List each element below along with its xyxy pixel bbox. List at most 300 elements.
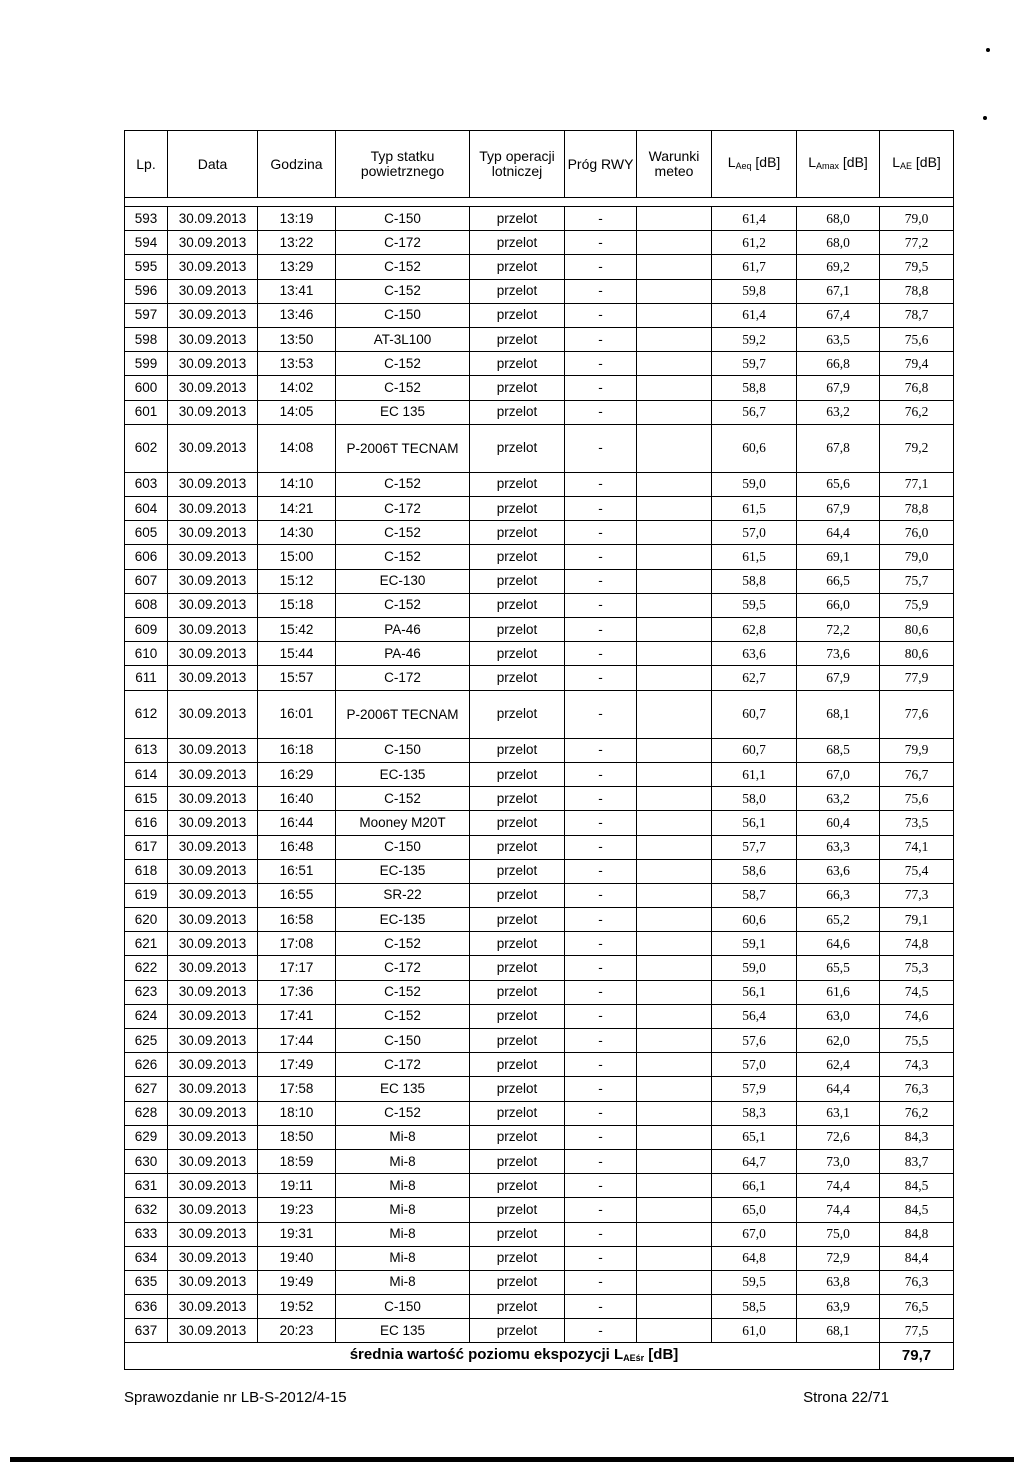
cell-godzina: 18:50 [258, 1125, 336, 1149]
cell-typ-statku: Mi-8 [336, 1270, 470, 1294]
cell-lp: 598 [125, 327, 168, 351]
cell-godzina: 14:05 [258, 400, 336, 424]
cell-typ-statku: C-150 [336, 303, 470, 327]
cell-laeq: 58,7 [712, 883, 797, 907]
cell-typ-operacji: przelot [470, 1270, 565, 1294]
table-row [125, 1004, 954, 1028]
cell-warunki-meteo [637, 521, 712, 545]
cell-warunki-meteo [637, 980, 712, 1004]
cell-warunki-meteo [637, 424, 712, 472]
table-row [125, 787, 954, 811]
cell-typ-statku: C-152 [336, 932, 470, 956]
table-row [125, 883, 954, 907]
cell-lae: 79,0 [880, 207, 954, 231]
cell-lae: 75,4 [880, 859, 954, 883]
cell-warunki-meteo [637, 1101, 712, 1125]
cell-typ-operacji: przelot [470, 1222, 565, 1246]
cell-lamax: 62,0 [797, 1029, 880, 1053]
cell-warunki-meteo [637, 1053, 712, 1077]
cell-warunki-meteo [637, 1246, 712, 1270]
cell-lae: 77,5 [880, 1319, 954, 1343]
cell-godzina: 15:42 [258, 618, 336, 642]
cell-laeq: 57,9 [712, 1077, 797, 1101]
cell-lp: 635 [125, 1270, 168, 1294]
cell-lp: 601 [125, 400, 168, 424]
cell-prog-rwy: - [565, 1125, 637, 1149]
cell-godzina: 16:18 [258, 738, 336, 762]
cell-lp: 605 [125, 521, 168, 545]
cell-prog-rwy: - [565, 811, 637, 835]
cell-godzina: 13:29 [258, 255, 336, 279]
cell-lamax: 64,6 [797, 932, 880, 956]
cell-lp: 606 [125, 545, 168, 569]
cell-lae: 79,2 [880, 424, 954, 472]
cell-data: 30.09.2013 [168, 279, 258, 303]
cell-lamax: 67,4 [797, 303, 880, 327]
cell-prog-rwy: - [565, 859, 637, 883]
laeq-symbol: L [727, 153, 736, 170]
cell-warunki-meteo [637, 352, 712, 376]
cell-godzina: 16:44 [258, 811, 336, 835]
col-header-lae [880, 131, 954, 198]
cell-prog-rwy: - [565, 666, 637, 690]
cell-godzina: 17:44 [258, 1029, 336, 1053]
cell-laeq: 58,5 [712, 1295, 797, 1319]
cell-lp: 603 [125, 472, 168, 496]
cell-prog-rwy: - [565, 545, 637, 569]
cell-laeq: 60,7 [712, 738, 797, 762]
cell-data: 30.09.2013 [168, 400, 258, 424]
cell-warunki-meteo [637, 327, 712, 351]
cell-warunki-meteo [637, 255, 712, 279]
cell-data: 30.09.2013 [168, 376, 258, 400]
cell-typ-operacji: przelot [470, 352, 565, 376]
cell-typ-statku: C-152 [336, 980, 470, 1004]
cell-laeq: 58,0 [712, 787, 797, 811]
cell-lae: 79,0 [880, 545, 954, 569]
cell-typ-operacji: przelot [470, 1295, 565, 1319]
cell-lamax: 64,4 [797, 1077, 880, 1101]
cell-lp: 618 [125, 859, 168, 883]
cell-lae: 79,4 [880, 352, 954, 376]
cell-godzina: 14:21 [258, 497, 336, 521]
cell-typ-operacji: przelot [470, 618, 565, 642]
cell-typ-statku: C-150 [336, 835, 470, 859]
cell-lae: 80,6 [880, 642, 954, 666]
cell-typ-operacji: przelot [470, 1319, 565, 1343]
cell-lae: 76,8 [880, 376, 954, 400]
cell-lp: 612 [125, 690, 168, 738]
cell-lae: 79,5 [880, 255, 954, 279]
cell-laeq: 61,7 [712, 255, 797, 279]
cell-laeq: 58,8 [712, 376, 797, 400]
cell-typ-statku: C-152 [336, 787, 470, 811]
cell-warunki-meteo [637, 1029, 712, 1053]
cell-lamax: 66,0 [797, 593, 880, 617]
cell-laeq: 64,8 [712, 1246, 797, 1270]
cell-warunki-meteo [637, 787, 712, 811]
cell-prog-rwy: - [565, 593, 637, 617]
cell-typ-statku: P-2006T TECNAM [336, 424, 470, 472]
cell-lp: 593 [125, 207, 168, 231]
cell-typ-operacji: przelot [470, 932, 565, 956]
cell-warunki-meteo [637, 231, 712, 255]
cell-laeq: 60,7 [712, 690, 797, 738]
cell-prog-rwy: - [565, 835, 637, 859]
lae-unit: [dB] [912, 153, 941, 170]
cell-lp: 610 [125, 642, 168, 666]
table-row [125, 327, 954, 351]
cell-godzina: 14:02 [258, 376, 336, 400]
cell-prog-rwy: - [565, 1077, 637, 1101]
cell-typ-operacji: przelot [470, 1101, 565, 1125]
cell-typ-statku: EC-135 [336, 762, 470, 786]
cell-data: 30.09.2013 [168, 1077, 258, 1101]
cell-lp: 621 [125, 932, 168, 956]
cell-prog-rwy: - [565, 1270, 637, 1294]
lae-symbol: L [892, 153, 900, 170]
cell-godzina: 13:46 [258, 303, 336, 327]
cell-data: 30.09.2013 [168, 956, 258, 980]
cell-laeq: 64,7 [712, 1149, 797, 1173]
cell-typ-operacji: przelot [470, 1004, 565, 1028]
cell-lamax: 60,4 [797, 811, 880, 835]
cell-lae: 78,8 [880, 497, 954, 521]
cell-lae: 78,8 [880, 279, 954, 303]
cell-godzina: 13:50 [258, 327, 336, 351]
cell-lae: 73,5 [880, 811, 954, 835]
cell-prog-rwy: - [565, 472, 637, 496]
cell-laeq: 57,7 [712, 835, 797, 859]
cell-lp: 608 [125, 593, 168, 617]
cell-godzina: 19:11 [258, 1174, 336, 1198]
cell-data: 30.09.2013 [168, 787, 258, 811]
cell-typ-operacji: przelot [470, 762, 565, 786]
cell-data: 30.09.2013 [168, 932, 258, 956]
summary-label-unit: [dB] [644, 1345, 679, 1363]
cell-data: 30.09.2013 [168, 1174, 258, 1198]
cell-typ-statku: EC 135 [336, 1077, 470, 1101]
cell-lp: 625 [125, 1029, 168, 1053]
cell-laeq: 61,2 [712, 231, 797, 255]
cell-typ-statku: PA-46 [336, 642, 470, 666]
cell-typ-statku: C-152 [336, 521, 470, 545]
cell-data: 30.09.2013 [168, 1319, 258, 1343]
cell-lp: 615 [125, 787, 168, 811]
table-row [125, 1222, 954, 1246]
cell-laeq: 59,8 [712, 279, 797, 303]
cell-lp: 628 [125, 1101, 168, 1125]
cell-typ-operacji: przelot [470, 521, 565, 545]
cell-prog-rwy: - [565, 1198, 637, 1222]
cell-data: 30.09.2013 [168, 859, 258, 883]
cell-lamax: 63,5 [797, 327, 880, 351]
cell-prog-rwy: - [565, 908, 637, 932]
cell-lamax: 63,6 [797, 859, 880, 883]
lamax-unit: [dB] [839, 153, 868, 170]
cell-lae: 77,2 [880, 231, 954, 255]
cell-typ-statku: C-152 [336, 376, 470, 400]
cell-data: 30.09.2013 [168, 207, 258, 231]
cell-lae: 74,3 [880, 1053, 954, 1077]
cell-lae: 74,1 [880, 835, 954, 859]
cell-warunki-meteo [637, 835, 712, 859]
cell-warunki-meteo [637, 207, 712, 231]
cell-lamax: 63,9 [797, 1295, 880, 1319]
table-row [125, 1029, 954, 1053]
cell-godzina: 19:31 [258, 1222, 336, 1246]
cell-lae: 78,7 [880, 303, 954, 327]
cell-prog-rwy: - [565, 1004, 637, 1028]
cell-lae: 80,6 [880, 618, 954, 642]
cell-typ-operacji: przelot [470, 1053, 565, 1077]
cell-data: 30.09.2013 [168, 255, 258, 279]
cell-laeq: 61,4 [712, 207, 797, 231]
cell-lae: 74,6 [880, 1004, 954, 1028]
table-header-row [125, 131, 954, 198]
report-number: Sprawozdanie nr LB-S-2012/4-15 [124, 1389, 347, 1406]
cell-data: 30.09.2013 [168, 1270, 258, 1294]
cell-prog-rwy: - [565, 1053, 637, 1077]
cell-lp: 630 [125, 1149, 168, 1173]
scan-speck [986, 48, 990, 52]
cell-typ-operacji: przelot [470, 327, 565, 351]
measurement-table-container [124, 130, 953, 1370]
cell-typ-statku: C-150 [336, 1029, 470, 1053]
cell-lp: 624 [125, 1004, 168, 1028]
summary-value: 79,7 [880, 1343, 954, 1370]
table-row [125, 835, 954, 859]
cell-data: 30.09.2013 [168, 424, 258, 472]
cell-data: 30.09.2013 [168, 1053, 258, 1077]
cell-data: 30.09.2013 [168, 642, 258, 666]
cell-godzina: 17:49 [258, 1053, 336, 1077]
cell-data: 30.09.2013 [168, 497, 258, 521]
cell-prog-rwy: - [565, 642, 637, 666]
cell-data: 30.09.2013 [168, 980, 258, 1004]
table-row [125, 545, 954, 569]
cell-prog-rwy: - [565, 352, 637, 376]
cell-godzina: 16:29 [258, 762, 336, 786]
cell-lae: 74,8 [880, 932, 954, 956]
cell-lamax: 68,1 [797, 1319, 880, 1343]
cell-laeq: 59,5 [712, 1270, 797, 1294]
cell-warunki-meteo [637, 666, 712, 690]
cell-prog-rwy: - [565, 1295, 637, 1319]
cell-lamax: 63,1 [797, 1101, 880, 1125]
cell-prog-rwy: - [565, 738, 637, 762]
cell-godzina: 13:22 [258, 231, 336, 255]
cell-warunki-meteo [637, 1174, 712, 1198]
cell-typ-statku: Mi-8 [336, 1149, 470, 1173]
cell-data: 30.09.2013 [168, 762, 258, 786]
cell-godzina: 19:52 [258, 1295, 336, 1319]
table-row [125, 400, 954, 424]
cell-typ-operacji: przelot [470, 956, 565, 980]
cell-lae: 76,0 [880, 521, 954, 545]
cell-lamax: 73,6 [797, 642, 880, 666]
cell-prog-rwy: - [565, 521, 637, 545]
cell-typ-statku: C-150 [336, 207, 470, 231]
cell-godzina: 13:41 [258, 279, 336, 303]
cell-lp: 595 [125, 255, 168, 279]
cell-lp: 629 [125, 1125, 168, 1149]
laeq-subscript: Aeq [735, 160, 752, 171]
cell-lamax: 67,8 [797, 424, 880, 472]
cell-lp: 613 [125, 738, 168, 762]
cell-godzina: 20:23 [258, 1319, 336, 1343]
col-header-prog-rwy: Próg RWY [565, 131, 637, 198]
cell-godzina: 17:08 [258, 932, 336, 956]
table-row [125, 569, 954, 593]
cell-lp: 634 [125, 1246, 168, 1270]
cell-prog-rwy: - [565, 1174, 637, 1198]
cell-lamax: 63,2 [797, 400, 880, 424]
cell-warunki-meteo [637, 472, 712, 496]
table-row [125, 1149, 954, 1173]
cell-warunki-meteo [637, 642, 712, 666]
cell-lae: 75,5 [880, 1029, 954, 1053]
cell-lp: 607 [125, 569, 168, 593]
cell-typ-operacji: przelot [470, 811, 565, 835]
cell-lae: 84,8 [880, 1222, 954, 1246]
cell-lae: 83,7 [880, 1149, 954, 1173]
cell-lp: 620 [125, 908, 168, 932]
cell-lp: 623 [125, 980, 168, 1004]
cell-warunki-meteo [637, 859, 712, 883]
cell-typ-operacji: przelot [470, 642, 565, 666]
cell-godzina: 16:01 [258, 690, 336, 738]
cell-lamax: 68,0 [797, 231, 880, 255]
cell-typ-statku: EC-130 [336, 569, 470, 593]
cell-typ-statku: C-152 [336, 472, 470, 496]
table-row [125, 207, 954, 231]
cell-data: 30.09.2013 [168, 231, 258, 255]
table-row [125, 618, 954, 642]
cell-lae: 77,6 [880, 690, 954, 738]
cell-data: 30.09.2013 [168, 472, 258, 496]
cell-data: 30.09.2013 [168, 1029, 258, 1053]
cell-laeq: 59,0 [712, 956, 797, 980]
cell-prog-rwy: - [565, 1149, 637, 1173]
cell-lp: 616 [125, 811, 168, 835]
cell-typ-statku: Mooney M20T [336, 811, 470, 835]
cell-laeq: 58,6 [712, 859, 797, 883]
table-row [125, 1270, 954, 1294]
cell-typ-statku: PA-46 [336, 618, 470, 642]
table-row [125, 1077, 954, 1101]
cell-warunki-meteo [637, 1319, 712, 1343]
cell-lp: 597 [125, 303, 168, 327]
cell-lae: 75,9 [880, 593, 954, 617]
page-footer [124, 1389, 889, 1406]
cell-lamax: 67,0 [797, 762, 880, 786]
cell-godzina: 19:40 [258, 1246, 336, 1270]
table-row [125, 303, 954, 327]
cell-godzina: 14:10 [258, 472, 336, 496]
cell-lae: 76,5 [880, 1295, 954, 1319]
cell-typ-statku: Mi-8 [336, 1222, 470, 1246]
cell-warunki-meteo [637, 593, 712, 617]
cell-typ-statku: SR-22 [336, 883, 470, 907]
cell-typ-statku: Mi-8 [336, 1198, 470, 1222]
cell-lp: 599 [125, 352, 168, 376]
table-row [125, 424, 954, 472]
cell-lae: 76,7 [880, 762, 954, 786]
cell-prog-rwy: - [565, 207, 637, 231]
cell-typ-operacji: przelot [470, 569, 565, 593]
cell-typ-operacji: przelot [470, 279, 565, 303]
table-row [125, 762, 954, 786]
cell-lp: 633 [125, 1222, 168, 1246]
cell-lamax: 66,3 [797, 883, 880, 907]
cell-lae: 76,2 [880, 1101, 954, 1125]
cell-lae: 79,1 [880, 908, 954, 932]
cell-lp: 604 [125, 497, 168, 521]
cell-lamax: 64,4 [797, 521, 880, 545]
cell-typ-operacji: przelot [470, 255, 565, 279]
cell-data: 30.09.2013 [168, 521, 258, 545]
header-separator [125, 198, 954, 207]
lamax-subscript: Amax [815, 160, 839, 171]
cell-typ-operacji: przelot [470, 859, 565, 883]
cell-lp: 622 [125, 956, 168, 980]
cell-godzina: 19:23 [258, 1198, 336, 1222]
cell-warunki-meteo [637, 1222, 712, 1246]
cell-warunki-meteo [637, 497, 712, 521]
table-row [125, 1125, 954, 1149]
cell-typ-operacji: przelot [470, 738, 565, 762]
summary-label-text: średnia wartość poziomu ekspozycji L [349, 1345, 624, 1363]
cell-laeq: 62,7 [712, 666, 797, 690]
cell-typ-operacji: przelot [470, 1174, 565, 1198]
cell-typ-operacji: przelot [470, 1246, 565, 1270]
cell-typ-statku: C-150 [336, 1295, 470, 1319]
cell-typ-operacji: przelot [470, 376, 565, 400]
cell-prog-rwy: - [565, 932, 637, 956]
cell-lae: 76,3 [880, 1077, 954, 1101]
cell-prog-rwy: - [565, 279, 637, 303]
page-number: Strona 22/71 [803, 1389, 889, 1406]
cell-typ-operacji: przelot [470, 1149, 565, 1173]
cell-lae: 84,5 [880, 1174, 954, 1198]
cell-laeq: 61,5 [712, 497, 797, 521]
cell-lamax: 75,0 [797, 1222, 880, 1246]
cell-prog-rwy: - [565, 231, 637, 255]
table-row [125, 738, 954, 762]
summary-row [125, 1343, 954, 1370]
cell-data: 30.09.2013 [168, 1295, 258, 1319]
laeq-unit: [dB] [751, 153, 781, 170]
cell-lamax: 67,1 [797, 279, 880, 303]
cell-laeq: 61,1 [712, 762, 797, 786]
cell-typ-statku: EC-135 [336, 859, 470, 883]
cell-data: 30.09.2013 [168, 690, 258, 738]
table-row [125, 1319, 954, 1343]
table-row [125, 593, 954, 617]
cell-lp: 614 [125, 762, 168, 786]
cell-warunki-meteo [637, 303, 712, 327]
cell-warunki-meteo [637, 376, 712, 400]
cell-prog-rwy: - [565, 690, 637, 738]
cell-typ-statku: C-172 [336, 497, 470, 521]
cell-warunki-meteo [637, 811, 712, 835]
cell-lae: 76,3 [880, 1270, 954, 1294]
cell-warunki-meteo [637, 1004, 712, 1028]
cell-laeq: 60,6 [712, 908, 797, 932]
cell-typ-operacji: przelot [470, 787, 565, 811]
cell-laeq: 61,0 [712, 1319, 797, 1343]
